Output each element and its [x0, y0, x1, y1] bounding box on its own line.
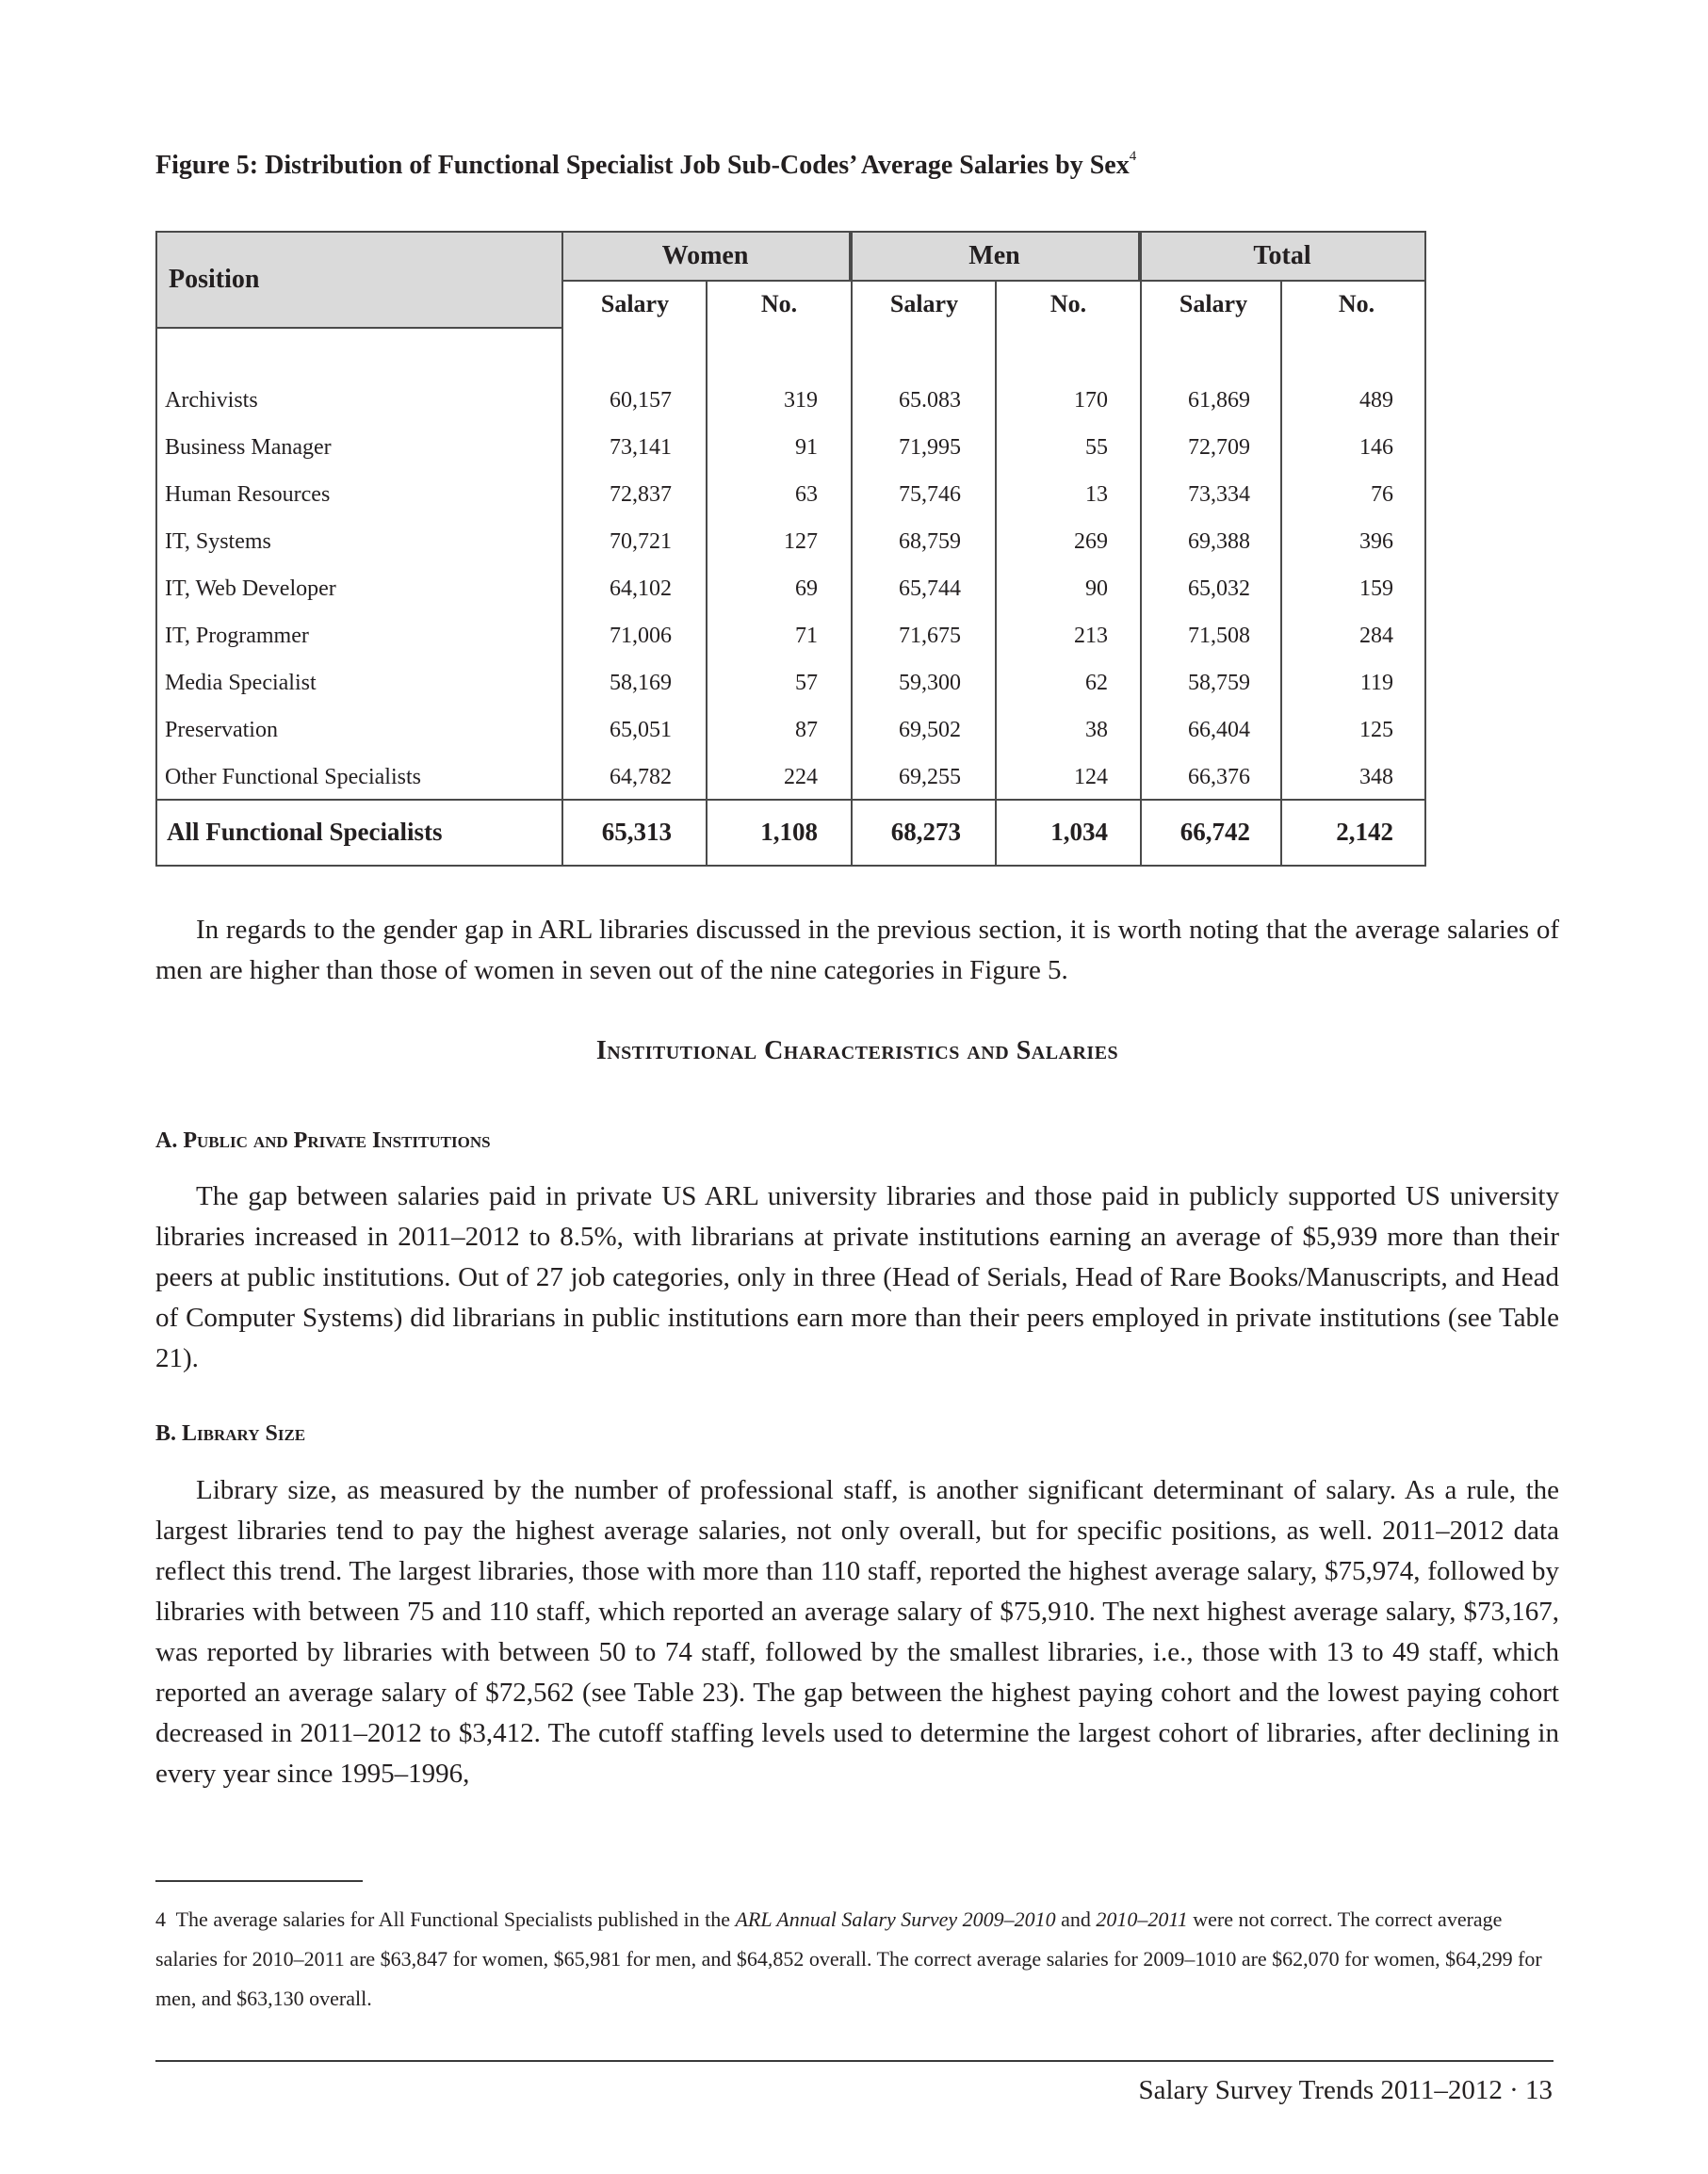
- table-row: [155, 667, 1426, 699]
- women-salary-header: Salary: [600, 290, 670, 317]
- position-header-label: Position: [169, 265, 260, 294]
- row-position: Preservation: [165, 718, 278, 742]
- paragraph-text: Library size, as measured by the number of professional staff, is another significant determinant of salary. As a rule, the largest libraries tend to pay the highest average salaries, not only overall, but for specific positions, as well. 2011–2012 data reflect this trend. The largest libraries, those with more than 110 staff, reported the highest average salary, $75,974, followed by libraries with between 75 and 110 staff, which reported an average salary of $75,910. The next highest average salary, $73,167, was reported by libraries with between 50 to 74 staff, followed by the smallest libraries, i.e., those with 13 to 49 staff, which reported an average salary of $72,562 (see Table 23). The gap between the highest paying cohort and the lowest paying cohort decreased in 2011–2012 to $3,412. The cutoff staffing levels used to determine the largest cohort of libraries, after declining in every year since 1995–1996,: [155, 1475, 1559, 1789]
- cell-men-salary: 65.083: [899, 388, 961, 413]
- cell-total-salary: 69,388: [1188, 529, 1250, 554]
- cell-total-salary: 73,334: [1188, 482, 1250, 507]
- footnote-divider: [155, 1880, 363, 1882]
- cell-total-no: 76: [1371, 482, 1393, 507]
- cell-men-salary: 75,746: [899, 482, 961, 507]
- cell-men-salary: 65,744: [899, 576, 961, 601]
- footnote-italic-year: 2010–2011: [1096, 1907, 1188, 1931]
- cell-men-no: 170: [1074, 388, 1108, 413]
- total-women-no: 1,108: [760, 818, 818, 846]
- subsection-heading-a: A. Public and Private Institutions: [155, 1128, 491, 1153]
- cell-total-salary: 66,376: [1188, 765, 1250, 789]
- footnote-number: 4: [155, 1907, 166, 1931]
- cell-men-no: 213: [1074, 624, 1108, 648]
- row-position: Media Specialist: [165, 671, 317, 695]
- subsection-heading-b: B. Library Size: [155, 1421, 306, 1446]
- cell-women-no: 91: [795, 435, 818, 460]
- row-position: IT, Programmer: [165, 624, 309, 648]
- paragraph-gender-gap: [155, 910, 1559, 991]
- cell-total-no: 489: [1359, 388, 1393, 413]
- cell-men-no: 62: [1085, 671, 1108, 695]
- cell-women-no: 319: [784, 388, 818, 413]
- men-salary-header: Salary: [889, 290, 959, 317]
- cell-total-no: 396: [1359, 529, 1393, 554]
- cell-women-salary: 72,837: [610, 482, 672, 507]
- men-group-header: Men: [851, 231, 1140, 282]
- cell-men-no: 90: [1085, 576, 1108, 601]
- table-row: [155, 620, 1426, 652]
- row-position: Business Manager: [165, 435, 332, 460]
- cell-women-no: 63: [795, 482, 818, 507]
- total-no-header: No.: [1338, 290, 1375, 317]
- women-no-header: No.: [760, 290, 798, 317]
- footnote-text: The average salaries for All Functional Specialists published in the: [175, 1907, 730, 1931]
- cell-women-salary: 65,051: [610, 718, 672, 742]
- row-position: Archivists: [165, 388, 258, 413]
- cell-men-salary: 69,502: [899, 718, 961, 742]
- footer-divider: [155, 2060, 1553, 2062]
- cell-total-no: 284: [1359, 624, 1393, 648]
- cell-men-no: 38: [1085, 718, 1108, 742]
- cell-total-no: 146: [1359, 435, 1393, 460]
- figure-title-text: Figure 5: Distribution of Functional Specialist Job Sub-Codes’ Average Salaries by Sex: [155, 151, 1130, 180]
- total-men-no: 1,034: [1050, 818, 1108, 846]
- row-position: Other Functional Specialists: [165, 765, 421, 789]
- row-position: IT, Web Developer: [165, 576, 336, 601]
- men-no-header: No.: [1049, 290, 1087, 317]
- total-women-salary: 65,313: [601, 818, 672, 846]
- figure-title: [155, 151, 1136, 181]
- cell-men-salary: 68,759: [899, 529, 961, 554]
- cell-men-salary: 71,995: [899, 435, 961, 460]
- footnote: [155, 1900, 1559, 2019]
- footnote-italic-title: ARL Annual Salary Survey 2009–2010: [735, 1907, 1056, 1931]
- cell-men-salary: 69,255: [899, 765, 961, 789]
- cell-total-no: 159: [1359, 576, 1393, 601]
- table-row: [155, 431, 1426, 463]
- cell-women-salary: 64,782: [610, 765, 672, 789]
- cell-women-no: 57: [795, 671, 818, 695]
- cell-total-salary: 61,869: [1188, 388, 1250, 413]
- footnote-reference[interactable]: 4: [1129, 149, 1137, 164]
- women-group-header: Women: [561, 231, 851, 282]
- cell-men-no: 55: [1085, 435, 1108, 460]
- cell-total-no: 125: [1359, 718, 1393, 742]
- cell-total-no: 119: [1359, 671, 1393, 695]
- total-position: All Functional Specialists: [167, 818, 443, 846]
- cell-men-salary: 71,675: [899, 624, 961, 648]
- cell-women-salary: 60,157: [610, 388, 672, 413]
- footnote-text: and: [1061, 1907, 1091, 1931]
- section-heading: Institutional Characteristics and Salaries: [595, 1036, 1119, 1065]
- cell-women-salary: 58,169: [610, 671, 672, 695]
- cell-women-no: 69: [795, 576, 818, 601]
- cell-total-salary: 66,404: [1188, 718, 1250, 742]
- cell-women-salary: 71,006: [610, 624, 672, 648]
- table-row: [155, 573, 1426, 605]
- cell-women-salary: 64,102: [610, 576, 672, 601]
- table-row: [155, 526, 1426, 558]
- table-row: [155, 479, 1426, 511]
- cell-women-no: 127: [784, 529, 818, 554]
- row-position: IT, Systems: [165, 529, 271, 554]
- total-salary-header: Salary: [1179, 290, 1248, 317]
- cell-women-no: 71: [795, 624, 818, 648]
- cell-women-salary: 70,721: [610, 529, 672, 554]
- table-border-bottom: [155, 865, 1426, 867]
- salary-table: [155, 231, 1426, 867]
- paragraph-text: In regards to the gender gap in ARL libraries discussed in the previous section, it is worth noting that the average salaries of men are higher than those of women in seven out of the nine categories in Figure 5.: [155, 915, 1559, 985]
- paragraph-public-private: [155, 1176, 1559, 1379]
- paragraph-library-size: [155, 1470, 1559, 1794]
- paragraph-text: The gap between salaries paid in private US ARL university libraries and those paid in publicly supported US university libraries increased in 2011–2012 to 8.5%, with librarians at private institutions earning an average of $5,939 more than their peers at public institutions. Out of 27 job categories, only in three (Head of Serials, Head of Rare Books/Manuscripts, and Head of Computer Systems) did librarians in public institutions earn more than their peers employed in private institutions (see Table 21).: [155, 1181, 1559, 1373]
- page-footer: Salary Survey Trends 2011–2012 · 13: [1138, 2075, 1553, 2105]
- position-header: [155, 231, 563, 329]
- total-total-salary: 66,742: [1179, 818, 1250, 846]
- total-men-salary: 68,273: [890, 818, 961, 846]
- row-position: Human Resources: [165, 482, 331, 507]
- cell-women-no: 224: [784, 765, 818, 789]
- cell-total-salary: 72,709: [1188, 435, 1250, 460]
- cell-men-no: 13: [1085, 482, 1108, 507]
- total-row-divider: [155, 799, 1426, 801]
- cell-women-salary: 73,141: [610, 435, 672, 460]
- table-row: [155, 761, 1426, 793]
- cell-total-salary: 71,508: [1188, 624, 1250, 648]
- total-group-header: Total: [1140, 231, 1426, 282]
- cell-men-no: 124: [1074, 765, 1108, 789]
- cell-men-no: 269: [1074, 529, 1108, 554]
- total-total-no: 2,142: [1336, 818, 1393, 846]
- cell-total-salary: 58,759: [1188, 671, 1250, 695]
- table-row: [155, 714, 1426, 746]
- cell-men-salary: 59,300: [899, 671, 961, 695]
- cell-total-no: 348: [1359, 765, 1393, 789]
- cell-total-salary: 65,032: [1188, 576, 1250, 601]
- footnote-text: were not correct. The correct average salaries for 2010–2011 are $63,847 for women, $65,981 for men, and $64,852 overall. The correct average salaries for 2009–1010 are $62,070 for women, $64,299 for men, and $63,130 overall.: [155, 1907, 1542, 2010]
- table-row: [155, 384, 1426, 416]
- cell-women-no: 87: [795, 718, 818, 742]
- table-total-row: [155, 816, 1426, 848]
